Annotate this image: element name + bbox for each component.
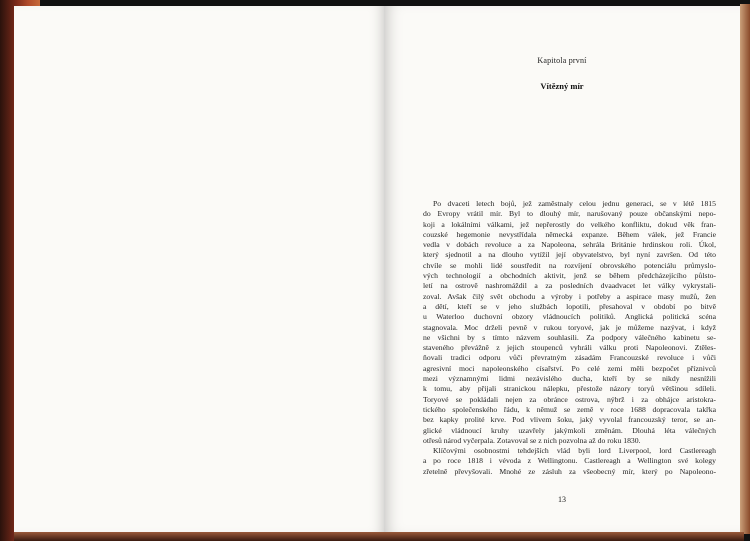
text-line: couzské hegemonie nevystřídala německá expanze. Během válek, jež Francie	[423, 229, 716, 239]
text-line: zoval. Avšak čilý svět obchodu a výroby i potřeby a aspirace masy mužů, žen	[423, 291, 716, 301]
text-line: k tomu, aby přijali stranickou nálepku, přestože názory toryů většinou sdíleli.	[423, 384, 716, 394]
text-line: chvíle se mohli lidé soustředit na rozvíjení obrovského potenciálu průmyslo-	[423, 260, 716, 270]
chapter-title: Vítězný mír	[540, 81, 584, 91]
text-line: a po roce 1818 i vévoda z Wellingtonu. Castlereagh a Wellington své kolegy	[423, 456, 716, 466]
text-line: staveného převážně z jejich stoupenců vyhráli válku proti Napoleonovi. Ztěles-	[423, 343, 716, 353]
body-text	[423, 199, 716, 477]
text-line: ňovali tradici odporu vůči převratným zásadám Francouzské revoluce i vůči	[423, 353, 716, 363]
text-line: otřesů národ vyčerpala. Zotavoval se z nich pozvolna až do roku 1830.	[423, 435, 641, 445]
text-line: tického společenského řádu, k němuž se země v roce 1688 dopracovala takřka	[423, 404, 716, 414]
left-page-blank	[14, 6, 384, 532]
text-line: letí na ostrově nashromáždil a za posledních dvaadvacet let války vykrystali-	[423, 281, 716, 291]
text-line: vých technologií a obchodních aktivit, jenž se během předcházejícího půlsto-	[423, 271, 716, 281]
text-line: Klíčovými osobnostmi tehdejších vlád byli lord Liverpool, lord Castlereagh	[433, 446, 716, 456]
text-line: Toryové se pokládali nejen za obránce ostrova, nýbrž i za obhájce aristokra-	[423, 394, 716, 404]
right-page	[384, 6, 740, 532]
text-line: u Waterloo duchovní obzory vládnoucích politiků. Anglická politická scéna	[423, 312, 716, 322]
text-line: ne všichni by s tímto názvem souhlasili. Za podpory válečného kabinetu se-	[423, 332, 716, 342]
text-line: a dětí, kteří se v jeho službách lopotili, přesahoval v období po bitvě	[423, 301, 716, 311]
text-line: glické vládnoucí kruhy uzavřely jakýmkoli změnám. Dlouhá léta válečných	[423, 425, 716, 435]
text-line: který sjednotil a na dlouho vytížil její obyvatelstvo, byl nyní završen. Od této	[423, 250, 716, 260]
text-line: Po dvaceti letech bojů, jež zaměstnaly celou jednu generaci, se v létě 1815	[433, 199, 716, 208]
chapter-label: Kapitola první	[537, 56, 587, 65]
text-line: agresivní moci napoleonského císařství. Po celé zemi měli bezpočet příznivců	[423, 363, 716, 373]
book-page-edge	[740, 4, 750, 534]
text-line: stagnovala. Moc drželi pevně v rukou toryové, jak je můžeme nazývat, i když	[423, 322, 716, 332]
text-line: bez kapky prolité krve. Pod vlivem šoku, jaký vyvolal francouzský teror, se an-	[423, 415, 716, 425]
text-line: koji a lokálními válkami, jež nepřerostly do velkého konfliktu, dokud věk fran-	[423, 219, 716, 229]
text-line: do Evropy vrátil mír. Byl to dlouhý mír, narušovaný pouze občanskými nepo-	[423, 209, 716, 219]
text-line: vedla v dobách revoluce a za Napoleona, sehrála Británie hrdinskou roli. Úkol,	[423, 240, 716, 250]
book-bottom-edge	[14, 532, 744, 541]
text-line: zřetelně převyšovali. Mnohé ze zásluh za všeobecný mír, který po Napoleono-	[423, 466, 716, 476]
text-line: mezi významnými lidmi nezávislého ducha, kteří by se nikdy nesnížili	[423, 374, 716, 384]
page-number: 13	[558, 495, 566, 504]
